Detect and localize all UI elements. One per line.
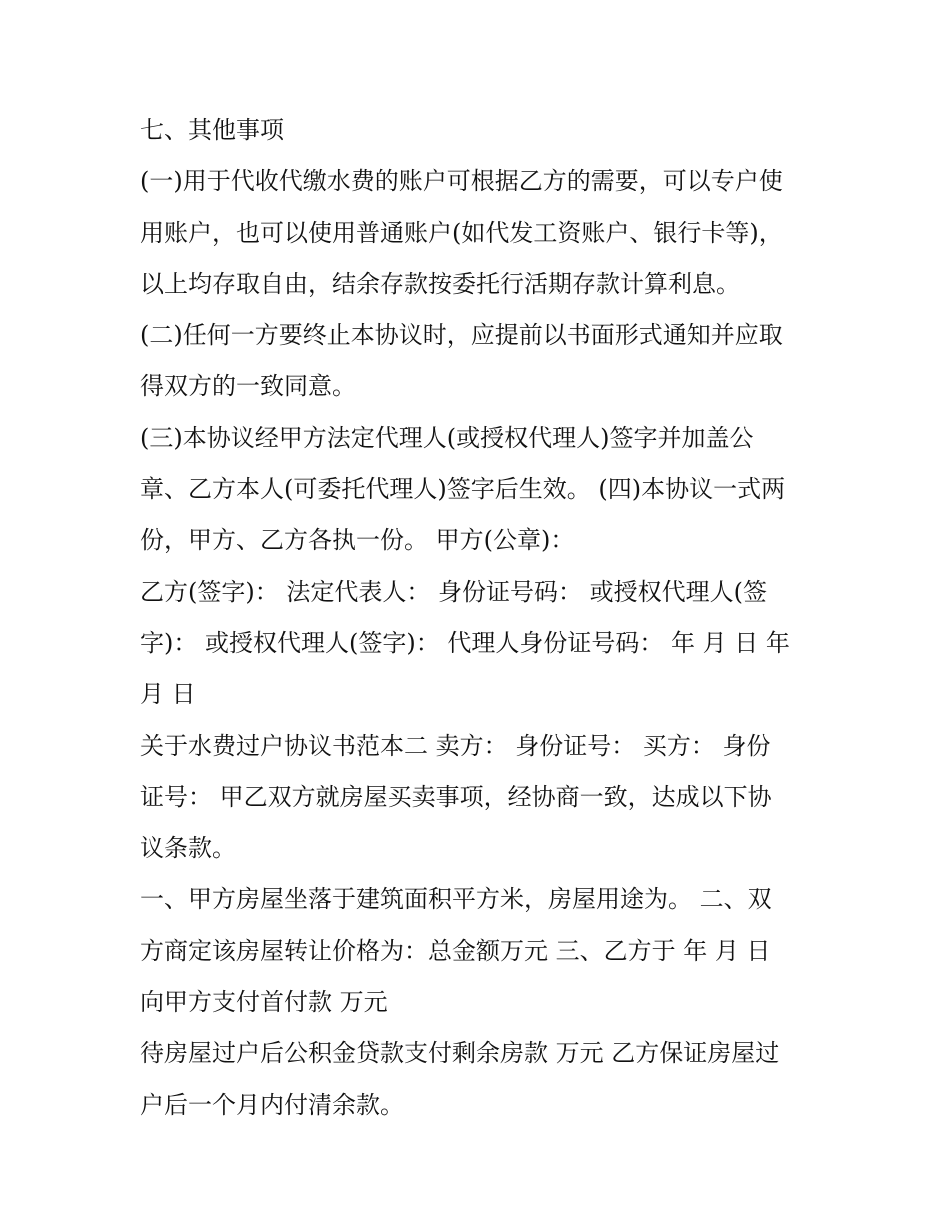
text-line: 证号： 甲乙双方就房屋买卖事项，经协商一致，达成以下协 (140, 782, 772, 811)
document-body (140, 105, 820, 1131)
text-line: 用账户，也可以使用普通账户(如代发工资账户、银行卡等)， (140, 218, 783, 247)
text-line: 待房屋过户后公积金贷款支付剩余房款 万元 乙方保证房屋过 (140, 1039, 780, 1068)
text-line: (二)任何一方要终止本协议时，应提前以书面形式通知并应取 (140, 321, 783, 350)
text-line: 得双方的一致同意。 (140, 372, 356, 401)
text-line: (一)用于代收代缴水费的账户可根据乙方的需要，可以专户使 (140, 167, 783, 196)
text-line: 月 日 (140, 680, 196, 709)
text-line: 议条款。 (140, 834, 236, 863)
section-heading: 七、其他事项 (140, 116, 284, 144)
text-line: 以上均存取自由，结余存款按委托行活期存款计算利息。 (140, 269, 740, 298)
text-line: 乙方(签字)： 法定代表人： 身份证号码： 或授权代理人(签 (140, 577, 767, 606)
text-line: 章、乙方本人(可委托代理人)签字后生效。 (四)本协议一式两 (140, 475, 786, 504)
text-line: 一、甲方房屋坐落于建筑面积平方米，房屋用途为。 二、双 (140, 885, 772, 914)
text-line: (三)本协议经甲方法定代理人(或授权代理人)签字并加盖公 (140, 423, 754, 452)
text-line: 关于水费过户协议书范本二 卖方： 身份证号： 买方： 身份 (140, 731, 771, 760)
text-line: 向甲方支付首付款 万元 (140, 988, 388, 1017)
text-line: 方商定该房屋转让价格为：总金额万元 三、乙方于 年 月 日 (140, 936, 771, 965)
text-line: 份，甲方、乙方各执一份。 甲方(公章)： (140, 526, 575, 555)
text-line: 字)： 或授权代理人(签字)： 代理人身份证号码： 年 月 日 年 (140, 628, 790, 657)
text-line: 户后一个月内付清余款。 (140, 1090, 404, 1119)
